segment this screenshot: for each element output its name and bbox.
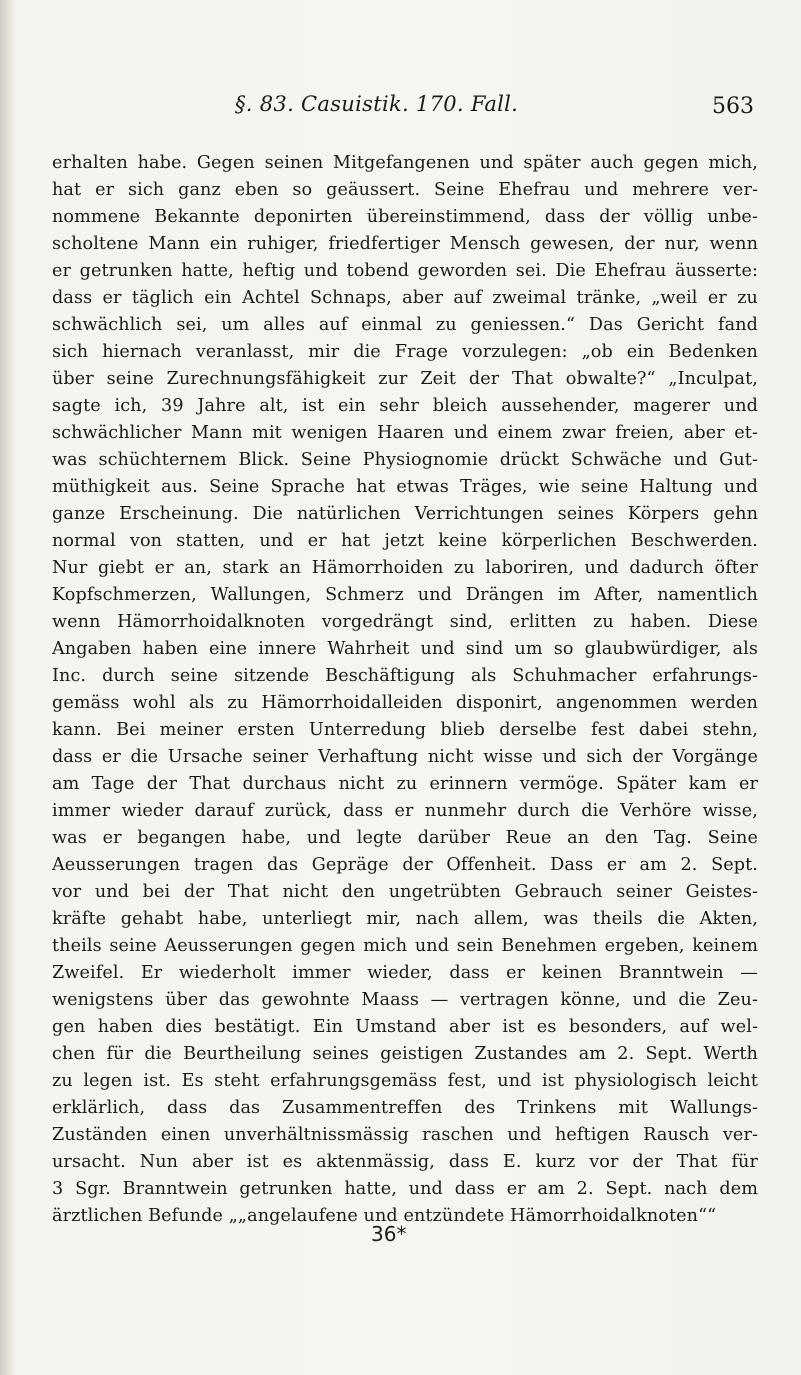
text-line: erklärlich, dass das Zusammentreffen des Trinkens mit Wallungs-	[52, 1098, 758, 1118]
text-line: am Tage der That durchaus nicht zu erinnern vermöge. Später kam er	[52, 774, 758, 794]
text-line: was schüchternem Blick. Seine Physiognomie drückt Schwäche und Gut-	[52, 450, 758, 470]
text-line: Inc. durch seine sitzende Beschäftigung als Schuhmacher erfahrungs-	[52, 666, 758, 686]
text-line: sich hiernach veranlasst, mir die Frage vorzulegen: „ob ein Bedenken	[52, 342, 758, 362]
text-line: ganze Erscheinung. Die natürlichen Verrichtungen seines Körpers gehn	[52, 504, 758, 524]
text-line: was er begangen habe, und legte darüber Reue an den Tag. Seine	[52, 828, 758, 848]
text-line: dass er täglich ein Achtel Schnaps, aber auf zweimal tränke, „weil er zu	[52, 288, 758, 308]
running-head-title: §. 83. Casuistik. 170. Fall.	[235, 92, 519, 116]
text-line: normal von statten, und er hat jetzt keine körperlichen Beschwerden.	[52, 531, 758, 551]
text-line: scholtene Mann ein ruhiger, friedfertiger Mensch gewesen, der nur, wenn	[52, 234, 758, 254]
body-text	[52, 150, 758, 1230]
running-head	[0, 92, 801, 132]
text-line: müthigkeit aus. Seine Sprache hat etwas Träges, wie seine Haltung und	[52, 477, 758, 497]
text-line: 3 Sgr. Branntwein getrunken hatte, und dass er am 2. Sept. nach dem	[52, 1179, 758, 1199]
page-number: 563	[712, 94, 754, 119]
text-line: Zuständen einen unverhältnissmässig raschen und heftigen Rausch ver-	[52, 1125, 758, 1145]
text-line: chen für die Beurtheilung seines geistigen Zustandes am 2. Sept. Werth	[52, 1044, 758, 1064]
text-line: dass er die Ursache seiner Verhaftung nicht wisse und sich der Vorgänge	[52, 747, 758, 767]
page-gutter-shadow	[0, 0, 14, 1375]
text-line: er getrunken hatte, heftig und tobend geworden sei. Die Ehefrau äusserte:	[52, 261, 758, 281]
text-line: hat er sich ganz eben so geäussert. Seine Ehefrau und mehrere ver-	[52, 180, 758, 200]
text-line: Zweifel. Er wiederholt immer wieder, dass er keinen Branntwein —	[52, 963, 758, 983]
text-line: kräfte gehabt habe, unterliegt mir, nach allem, was theils die Akten,	[52, 909, 758, 929]
text-line: ärztlichen Befunde „„angelaufene und entzündete Hämorrhoidalknoten““	[52, 1206, 717, 1226]
text-line: nommene Bekannte deponirten übereinstimmend, dass der völlig unbe-	[52, 207, 758, 227]
text-line: Nur giebt er an, stark an Hämorrhoiden zu laboriren, und dadurch öfter	[52, 558, 758, 578]
text-line: zu legen ist. Es steht erfahrungsgemäss fest, und ist physiologisch leicht	[52, 1071, 758, 1091]
text-line: gemäss wohl als zu Hämorrhoidalleiden disponirt, angenommen werden	[52, 693, 758, 713]
text-line: erhalten habe. Gegen seinen Mitgefangenen und später auch gegen mich,	[52, 153, 758, 173]
text-line: Angaben haben eine innere Wahrheit und sind um so glaubwürdiger, als	[52, 639, 758, 659]
text-line: wenn Hämorrhoidalknoten vorgedrängt sind, erlitten zu haben. Diese	[52, 612, 758, 632]
text-line: Aeusserungen tragen das Gepräge der Offenheit. Dass er am 2. Sept.	[52, 855, 758, 875]
text-line: ursacht. Nun aber ist es aktenmässig, dass E. kurz vor der That für	[52, 1152, 758, 1172]
text-line: theils seine Aeusserungen gegen mich und sein Benehmen ergeben, keinem	[52, 936, 758, 956]
text-line: immer wieder darauf zurück, dass er nunmehr durch die Verhöre wisse,	[52, 801, 758, 821]
text-line: schwächlicher Mann mit wenigen Haaren und einem zwar freien, aber et-	[52, 423, 758, 443]
text-line: sagte ich, 39 Jahre alt, ist ein sehr bleich aussehender, magerer und	[52, 396, 758, 416]
text-line: schwächlich sei, um alles auf einmal zu geniessen.“ Das Gericht fand	[52, 315, 758, 335]
text-line: wenigstens über das gewohnte Maass — vertragen könne, und die Zeu-	[52, 990, 758, 1010]
text-line: vor und bei der That nicht den ungetrübten Gebrauch seiner Geistes-	[52, 882, 758, 902]
text-line: über seine Zurechnungsfähigkeit zur Zeit der That obwalte?“ „Inculpat,	[52, 369, 758, 389]
text-line: Kopfschmerzen, Wallungen, Schmerz und Drängen im After, namentlich	[52, 585, 758, 605]
text-line: kann. Bei meiner ersten Unterredung blieb derselbe fest dabei stehn,	[52, 720, 758, 740]
printer-signature-mark: 36*	[371, 1222, 407, 1246]
text-line: gen haben dies bestätigt. Ein Umstand aber ist es besonders, auf wel-	[52, 1017, 758, 1037]
